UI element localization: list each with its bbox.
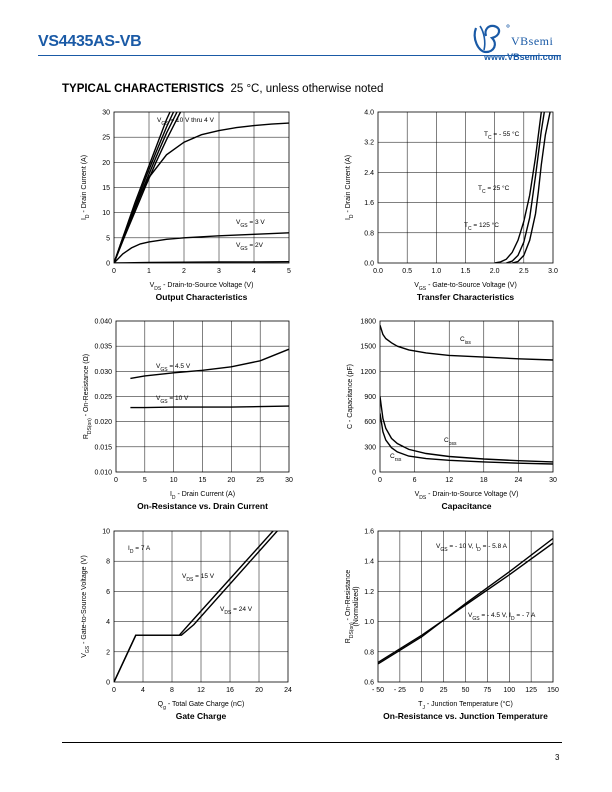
y-tick-label: 20 — [102, 159, 110, 167]
y-tick-label: 0.8 — [364, 230, 374, 238]
chart-caption: Gate Charge — [175, 711, 227, 721]
chart-caption: On-Resistance vs. Junction Temperature — [383, 711, 548, 721]
y-tick-label: 0.6 — [364, 679, 374, 687]
y-tick-label: 1800 — [360, 318, 376, 326]
x-tick-label: 12 — [197, 687, 205, 694]
series-annotation: $V_{GS}$ = - 4.5 V, $I_D$ = - 7 A — [468, 612, 536, 622]
y-tick-label: 4.0 — [364, 109, 374, 117]
x-tick-label: 8 — [170, 687, 174, 694]
y-tick-label: 1500 — [360, 343, 376, 351]
x-tick-label: 0.5 — [402, 268, 413, 275]
x-tick-label: 25 — [439, 687, 448, 694]
chart-caption: Output Characteristics — [155, 292, 248, 302]
y-tick-label: 1.6 — [364, 528, 374, 536]
y-tick-label: 15 — [102, 185, 110, 192]
y-tick-label: 0 — [106, 679, 110, 687]
x-tick-label: 2.0 — [489, 268, 500, 275]
x-tick-label: 0 — [378, 477, 382, 484]
y-tick-label: 0.030 — [94, 368, 112, 376]
page-number: 3 — [555, 753, 560, 762]
x-tick-label: 16 — [226, 687, 234, 694]
x-tick-label: 3 — [217, 268, 221, 275]
x-tick-label: 75 — [483, 687, 492, 694]
x-tick-label: 4 — [252, 268, 256, 275]
x-tick-label: 0 — [114, 477, 118, 484]
x-tick-label: 2.5 — [518, 268, 529, 275]
y-tick-label: 30 — [102, 109, 110, 117]
y-tick-label: 2 — [106, 649, 110, 657]
x-tick-label: 5 — [142, 477, 147, 484]
x-tick-label: 20 — [227, 477, 236, 484]
y-tick-label: 4 — [106, 619, 110, 627]
y-tick-label: 1.4 — [364, 558, 374, 566]
x-tick-label: 24 — [514, 477, 523, 484]
series-annotation: $C_{rss}$ — [390, 453, 402, 463]
y-tick-label: 1.6 — [364, 200, 374, 208]
x-tick-label: 0 — [112, 687, 116, 694]
x-tick-label: 1.0 — [431, 268, 442, 275]
x-tick-label: 0 — [112, 268, 116, 275]
series-annotation: $V_{GS} = 4.5$ V — [156, 363, 191, 373]
x-tick-label: 30 — [549, 477, 557, 484]
series-annotation: $C_{oss}$ — [444, 437, 457, 447]
y-tick-label: 2.4 — [364, 169, 374, 177]
y-tick-label: 1.2 — [364, 588, 374, 596]
y-tick-label: 3.2 — [364, 139, 374, 147]
y-axis-label: $R_{DS(on)}$ - On-Resistance (Ω) — [83, 353, 93, 440]
x-tick-label: 0.0 — [373, 268, 383, 275]
series-annotation: $V_{DS} = 24$ V — [220, 606, 253, 616]
chart-caption: Capacitance — [441, 501, 492, 511]
y-axis-label: $I_D$ - Drain Current (A) — [345, 154, 355, 221]
x-tick-label: 1.5 — [460, 268, 471, 275]
y-tick-label: 600 — [364, 419, 376, 427]
y-tick-label: 0 — [372, 469, 376, 477]
chart-caption: On-Resistance vs. Drain Current — [137, 501, 268, 511]
x-tick-label: 5 — [287, 268, 291, 275]
x-axis-label: $T_J$ - Junction Temperature (°C) — [418, 701, 513, 711]
series-annotation: $T_C = 25$ °C — [478, 185, 510, 195]
y-tick-label: 6 — [106, 588, 110, 596]
x-tick-label: 50 — [461, 687, 470, 694]
chart-caption: Transfer Characteristics — [416, 292, 515, 302]
series-annotation: $T_C$ = - 55 °C — [484, 131, 520, 141]
x-tick-label: 24 — [284, 687, 292, 694]
y-tick-label: 0.0 — [364, 260, 374, 268]
y-axis-label: $R_{DS(on)}$ - On-Resistance — [345, 569, 355, 644]
y-tick-label: 900 — [364, 394, 376, 401]
y-axis-label: C - Capacitance (pF) — [347, 364, 354, 429]
y-tick-label: 10 — [102, 528, 110, 536]
x-axis-label: $I_D$ - Drain Current (A) — [169, 491, 236, 501]
y-tick-label: 0.8 — [364, 649, 374, 657]
x-tick-label: 150 — [547, 687, 559, 694]
x-tick-label: 2 — [182, 268, 186, 275]
x-tick-label: 25 — [256, 477, 265, 484]
y-tick-label: 1200 — [360, 368, 376, 376]
x-tick-label: 20 — [255, 687, 263, 694]
x-tick-label: 0 — [419, 687, 424, 694]
x-tick-label: 15 — [198, 477, 207, 484]
y-tick-label: 300 — [364, 444, 376, 452]
y-tick-label: 8 — [106, 558, 110, 566]
x-tick-label: 4 — [141, 687, 145, 694]
series-annotation: $V_{GS} = 10$ V — [156, 395, 189, 405]
y-tick-label: 0.010 — [94, 469, 112, 477]
x-tick-label: - 50 — [371, 687, 385, 694]
x-tick-label: 3.0 — [548, 268, 558, 275]
x-tick-label: 100 — [503, 687, 516, 694]
x-tick-label: 18 — [479, 477, 488, 484]
series-annotation: $I_D = 7$ A — [128, 545, 151, 555]
x-axis-label: $Q_g$ - Total Gate Charge (nC) — [157, 701, 245, 711]
y-tick-label: 0.015 — [94, 444, 112, 452]
series-annotation: $V_{GS} = 10$ V thru 4 V — [157, 117, 214, 127]
x-axis-label: $V_{DS}$ - Drain-to-Source Voltage (V) — [414, 491, 519, 501]
brand-url: www.VBsemi.com — [484, 52, 562, 62]
series-annotation: $V_{GS}$ = - 10 V, $I_D$ = - 5.8 A — [436, 543, 507, 553]
x-tick-label: 1 — [147, 268, 151, 275]
x-tick-label: 125 — [525, 687, 537, 694]
x-axis-label: $V_{DS}$ - Drain-to-Source Voltage (V) — [149, 282, 254, 292]
y-tick-label: 0.035 — [94, 343, 112, 351]
part-number: VS4435AS-VB — [38, 33, 142, 50]
series-annotation: $V_{DS} = 15$ V — [182, 573, 215, 583]
x-tick-label: 30 — [285, 477, 293, 484]
section-subtitle: 25 °C, unless otherwise noted — [230, 83, 384, 95]
y-tick-label: 25 — [102, 134, 110, 142]
series-annotation: $V_{GS} = 2V$ — [236, 242, 263, 252]
x-axis-label: $V_{GS}$ - Gate-to-Source Voltage (V) — [414, 282, 517, 292]
y-axis-label-line2: (Normalized) — [353, 586, 360, 627]
section-title: TYPICAL CHARACTERISTICS — [62, 83, 225, 95]
y-tick-label: 0 — [106, 260, 110, 268]
series-annotation: $C_{iss}$ — [460, 336, 471, 346]
x-tick-label: - 25 — [393, 687, 406, 694]
brand-name: VBsemi — [511, 34, 554, 48]
x-tick-label: 6 — [412, 477, 417, 484]
y-axis-label: $I_D$ - Drain Current (A) — [81, 154, 91, 221]
series-annotation: $V_{GS} = 3$ V — [236, 219, 265, 229]
y-tick-label: 0.025 — [94, 394, 112, 401]
series-annotation: $T_C = 125$ °C — [464, 222, 499, 232]
y-tick-label: 10 — [102, 210, 110, 218]
x-tick-label: 12 — [445, 477, 454, 484]
y-axis-label: $V_{GS}$ - Gate-to-Source Voltage (V) — [81, 555, 91, 658]
y-tick-label: 1.0 — [364, 619, 374, 627]
y-tick-label: 0.020 — [94, 419, 112, 427]
footer-rule — [62, 742, 562, 743]
x-tick-label: 10 — [169, 477, 178, 484]
y-tick-label: 0.040 — [94, 318, 112, 326]
y-tick-label: 5 — [106, 235, 110, 243]
